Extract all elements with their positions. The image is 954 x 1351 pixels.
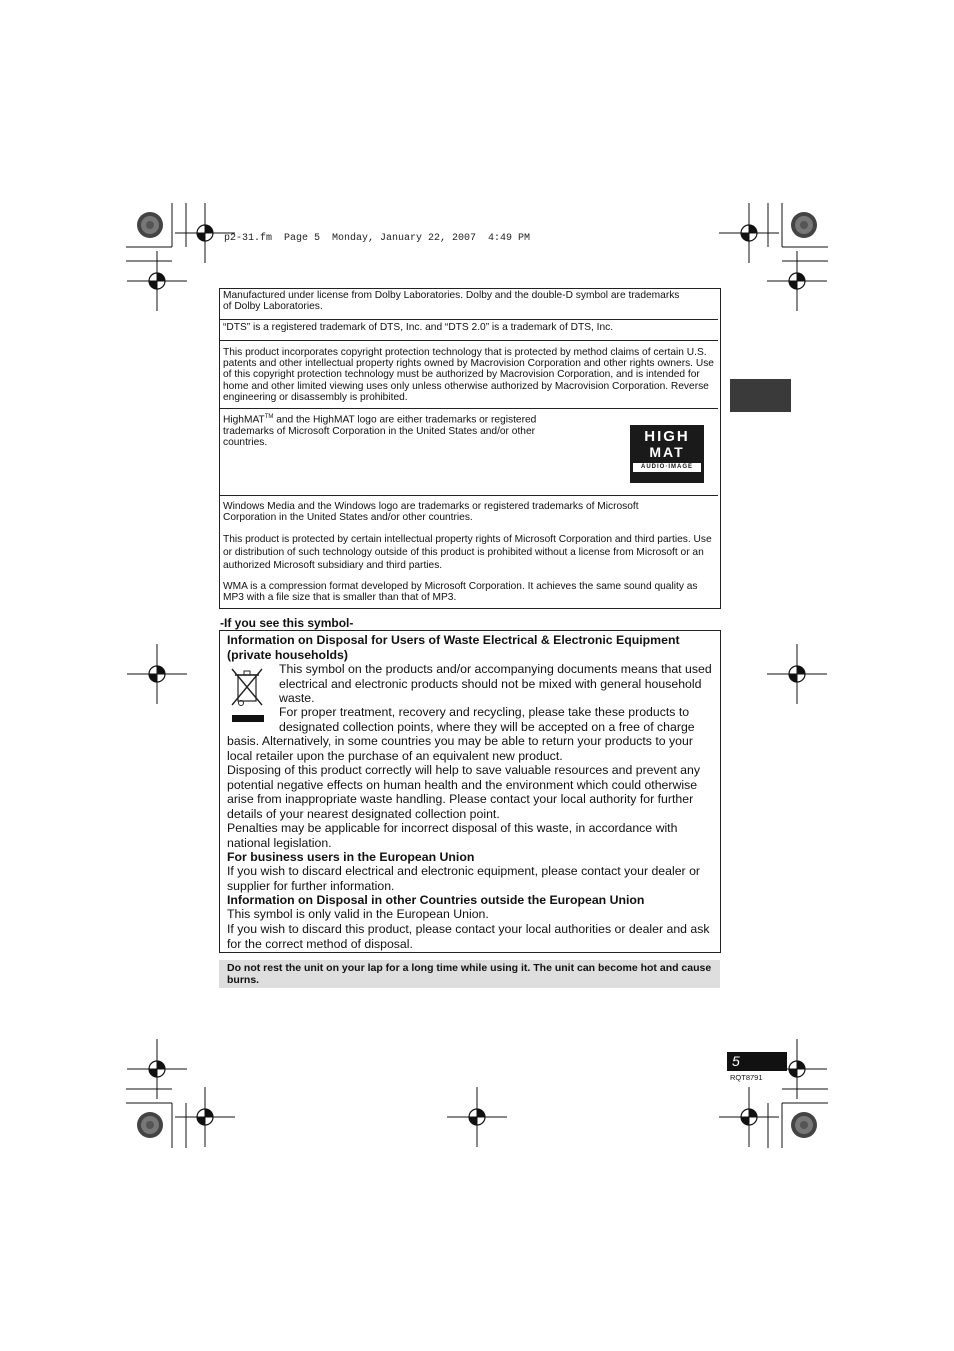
page-number: 5	[727, 1052, 787, 1071]
highmat-prefix: HighMAT	[223, 414, 265, 426]
highmat-logo-line3: AUDIO·IMAGE	[633, 463, 701, 472]
divider	[219, 408, 718, 409]
crossed-bin-icon	[228, 665, 268, 725]
document-code: RQT8791	[730, 1073, 763, 1082]
business-heading: For business users in the European Union	[227, 850, 475, 864]
dolby-notice: Manufactured under license from Dolby Laboratories. Dolby and the double-D symbol are trademarks of Dolby Laboratories.	[223, 290, 680, 313]
highmat-notice	[223, 412, 573, 448]
divider	[219, 340, 718, 341]
trademark-mark: TM	[264, 414, 274, 420]
highmat-logo	[630, 425, 704, 483]
divider	[219, 319, 718, 320]
file-info-header: p2-31.fm Page 5 Monday, January 22, 2007 4:49 PM	[224, 233, 531, 244]
divider	[219, 495, 718, 496]
disposal-p2a: For proper treatment, recovery and recycling, please take these products to designated collection points, where they will be accepted on a free of charge	[279, 705, 695, 734]
disposal-p3: Disposing of this product correctly will help to save valuable resources and prevent any potential negative effects on human health and the environment which could otherwise arise from inappropriate waste handling. Please contact your local authority for further details of your nearest designated collection point.	[227, 763, 700, 821]
symbol-intro: -If you see this symbol-	[220, 616, 354, 630]
burn-warning: Do not rest the unit on your lap for a long time while using it. The unit can become hot and cause burns.	[219, 960, 720, 988]
highmat-logo-line1: HIGH	[644, 428, 690, 445]
wma-notice: WMA is a compression format developed by Microsoft Corporation. It achieves the same sound quality as MP3 with a file size that is smaller than that of MP3.	[223, 581, 698, 604]
disposal-heading: Information on Disposal for Users of Waste Electrical & Electronic Equipment (private households)	[227, 633, 680, 662]
outside-eu-heading: Information on Disposal in other Countries outside the European Union	[227, 893, 645, 907]
highmat-logo-line2: MAT	[649, 444, 685, 460]
microsoft-ip-notice: This product is protected by certain intellectual property rights of Microsoft Corporation and third parties. Use or distribution of such technology outside of this product is prohibited without a license from Microsoft or an authorized Microsoft subsidiary and third parties.	[223, 534, 712, 571]
section-tab	[730, 379, 791, 412]
disposal-p1: This symbol on the products and/or accompanying documents means that used electrical and electronic products should not be mixed with general household waste.	[279, 662, 712, 705]
outside-eu-text-1: This symbol is only valid in the European Union.	[227, 907, 489, 921]
windows-media-notice: Windows Media and the Windows logo are trademarks or registered trademarks of Microsoft Corporation in the United States and/or other countries.	[223, 501, 639, 524]
dts-notice: “DTS” is a registered trademark of DTS, Inc. and “DTS 2.0” is a trademark of DTS, Inc.	[223, 322, 614, 333]
disposal-p2b: basis. Alternatively, in some countries you may be able to return your products to your local retailer upon the purchase of an equivalent new product.	[227, 734, 693, 763]
disposal-p4: Penalties may be applicable for incorrect disposal of this waste, in accordance with national legislation.	[227, 821, 678, 850]
business-text: If you wish to discard electrical and electronic equipment, please contact your dealer or supplier for further information.	[227, 864, 700, 893]
outside-eu-text-2: If you wish to discard this product, please contact your local authorities or dealer and ask for the correct method of disposal.	[227, 922, 710, 951]
highmat-text: and the HighMAT logo are either trademarks or registered trademarks of Microsoft Corporation in the United States and/or other countries.	[223, 414, 537, 448]
macrovision-notice: This product incorporates copyright protection technology that is protected by method claims of certain U.S. patents and other intellectual property rights owned by Macrovision Corporation and other rights owners. Use of this copyright protection technology must be authorized by Macrovision Corporation, and is intended for home and other limited viewing uses only unless otherwise authorized by Macrovision Corporation. Reverse engineering or disassembly is prohibited.	[223, 347, 714, 403]
